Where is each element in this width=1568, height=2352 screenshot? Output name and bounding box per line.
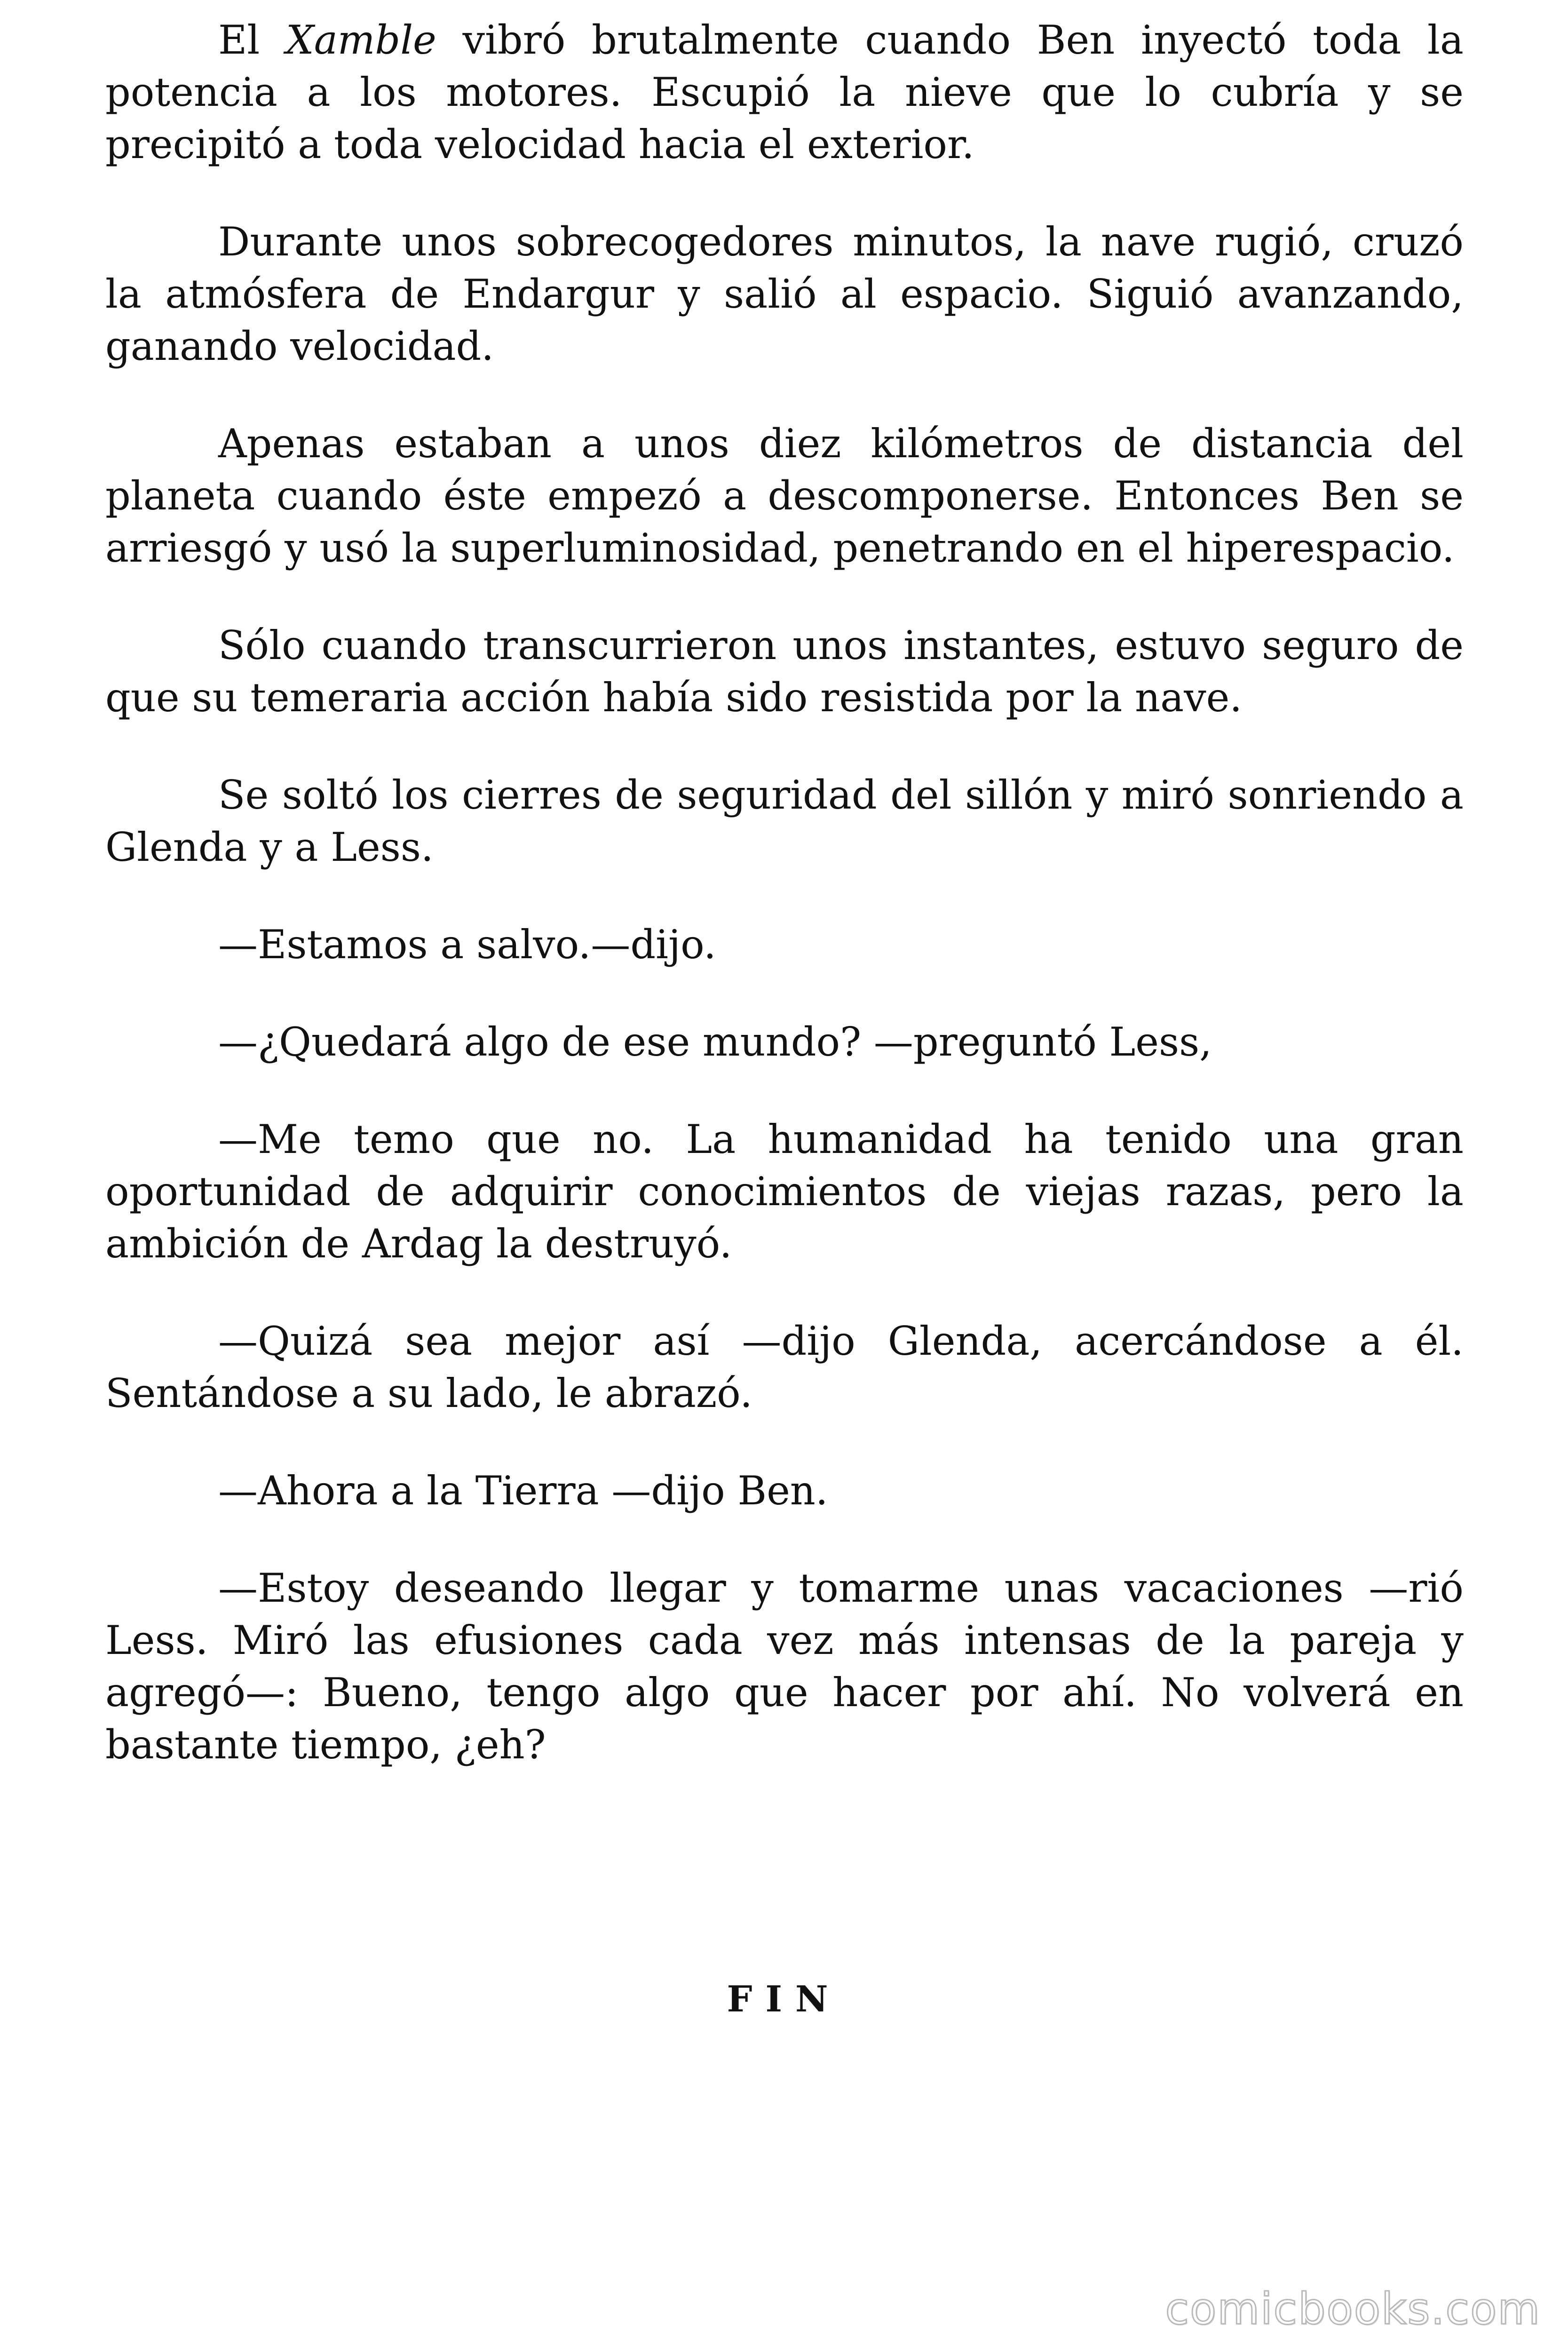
paragraph-5: Se soltó los cierres de seguridad del sillón y miró sonriendo a Glenda y a Less. (105, 772, 1464, 870)
paragraph-1-lead: El (218, 17, 286, 63)
site-watermark: comicbooks.com (1165, 2284, 1541, 2334)
paragraph-8: —Me temo que no. La humanidad ha tenido una gran oportunidad de adquirir conocimientos de viejas razas, pero la ambición de Ardag la destruyó. (105, 1116, 1464, 1267)
paragraph-2: Durante unos sobrecogedores minutos, la nave rugió, cruzó la atmósfera de Endargur y salió al espacio. Siguió avanzando, ganando velocidad. (105, 219, 1464, 369)
paragraph-3: Apenas estaban a unos diez kilómetros de distancia del planeta cuando éste empezó a descomponerse. Entonces Ben se arriesgó y usó la superluminosidad, penetrando en el hiperespacio. (105, 421, 1464, 571)
paragraph-10: —Ahora a la Tierra —dijo Ben. (218, 1468, 828, 1514)
paragraph-11: —Estoy deseando llegar y tomarme unas vacaciones —rió Less. Miró las efusiones cada vez más intensas de la pareja y agregó—: Bueno, tengo algo que hacer por ahí. No volverá en bastante tiempo, ¿eh? (105, 1565, 1464, 1768)
paragraph-6: —Estamos a salvo.—dijo. (218, 922, 716, 968)
paragraph-1 (105, 14, 1464, 171)
paragraph-1-rest: vibró brutalmente cuando Ben inyectó toda la potencia a los motores. Escupió la nieve que lo cubría y se precipitó a toda velocidad hacia el exterior. (105, 17, 1464, 167)
paragraph-4: Sólo cuando transcurrieron unos instantes, estuvo seguro de que su temeraria acción había sido resistida por la nave. (105, 622, 1464, 721)
paragraph-9: —Quizá sea mejor así —dijo Glenda, acercándose a él. Sentándose a su lado, le abrazó. (105, 1318, 1464, 1416)
body-text (105, 14, 1464, 1816)
paragraph-7: —¿Quedará algo de ese mundo? —preguntó Less, (218, 1019, 1212, 1065)
end-marker: FIN (727, 1978, 841, 2020)
ship-name-italic: Xamble (285, 17, 436, 63)
